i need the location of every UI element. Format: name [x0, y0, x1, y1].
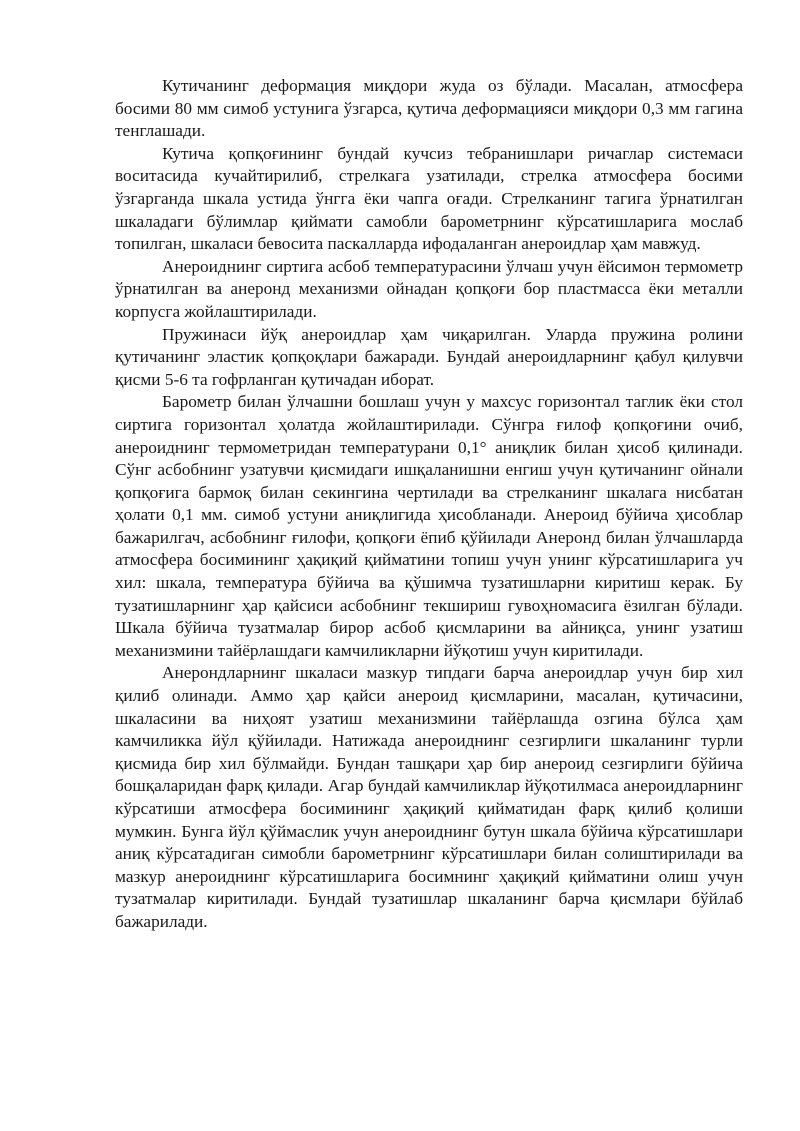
document-page: [115, 75, 743, 934]
paragraph-5: Барометр билан ўлчашни бошлаш учун у махсус горизонтал таглик ёки стол сиртига горизонтал ҳолатда жойлаштирилади. Сўнгра ғилоф қопқоғини очиб, анероиднинг термометридан температурани 0,1° аниқлик билан ҳисоб қилинади. Сўнг асбобнинг узатувчи қисмидаги ишқаланишни енгиш учун қутичанинг ойнали қопқоғига бармоқ билан секингина чертилади ва стрелканинг шкалага нисбатан ҳолати 0,1 мм. симоб устуни аниқлигида ҳисобланади. Анероид бўйича ҳисоблар бажарилгач, асбобнинг ғилофи, қопқоғи ёпиб қўйилади Анеронд билан ўлчашларда атмосфера босимининг ҳақиқий қийматини топиш учун унинг кўрсатишларига уч хил: шкала, температура бўйича ва қўшимча тузатишларни киритиш керак. Бу тузатишларнинг ҳар қайсиси асбобнинг текшириш гувоҳномасига ёзилган бўлади. Шкала бўйича тузатмалар бирор асбоб қисмларини ва айниқса, унинг узатиш механизмини тайёрлашдаги камчиликларни йўқотиш учун киритилади.: [115, 392, 743, 660]
paragraph-1: Кутичанинг деформация миқдори жуда оз бўлади. Масалан, атмосфера босими 80 мм симоб устунига ўзгарса, қутича деформацияси миқдори 0,3 мм гагина тенглашади.: [115, 76, 743, 141]
paragraph-4: Пружинаси йўқ анероидлар ҳам чиқарилган. Уларда пружина ролини қутичанинг эластик қопқоқлари бажаради. Бундай анероидларнинг қабул қилувчи қисми 5-6 та гофрланган қутичадан иборат.: [115, 324, 743, 389]
paragraph-6: Анерондларнинг шкаласи мазкур типдаги барча анероидлар учун бир хил қилиб олинади. Аммо ҳар қайси анероид қисмларини, масалан, қутичасини, шкаласини ва ниҳоят узатиш механизмини тайёрлашда озгина бўлса ҳам камчиликка йўл қўйилади. Натижада анероиднинг сезгирлиги шкаланинг турли қисмида бир хил бўлмайди. Бундан ташқари ҳар бир анероид сезгирлиги бўйича бошқаларидан фарқ қилади. Агар бундай камчиликлар йўқотилмаса анероидларнинг кўрсатиши атмосфера босимининг ҳақиқий қийматидан фарқ қилиб қолиши мумкин. Бунга йўл қўймаслик учун анероиднинг бутун шкала бўйича кўрсатишлари аниқ кўрсатадиган симобли барометрнинг кўрсатишлари билан солиштирилади ва мазкур анероиднинг кўрсатишларига босимнинг ҳақиқий қийматини олиш учун тузатмалар киритилади. Бундай тузатишлар шкаланинг барча қисмлари бўйлаб бажарилади.: [115, 663, 743, 931]
paragraph-2: Кутича қопқоғининг бундай кучсиз тебранишлари ричаглар системаси воситасида кучайтирилиб, стрелкага узатилади, стрелка атмосфера босими ўзгарганда шкала устида ўнгга ёки чапга оғади. Стрелканинг тагига ўрнатилган шкаладаги бўлимлар қиймати самобли барометрнинг кўрсатишларига мослаб топилган, шкаласи бевосита паскалларда ифодаланган анероидлар ҳам мавжуд.: [115, 143, 743, 254]
paragraph-3: Анероиднинг сиртига асбоб температурасини ўлчаш учун ёйсимон термометр ўрнатилган ва анеронд механизми ойнадан қопқоғи бор пластмасса ёки металли корпусга жойлаштирилади.: [115, 256, 743, 321]
